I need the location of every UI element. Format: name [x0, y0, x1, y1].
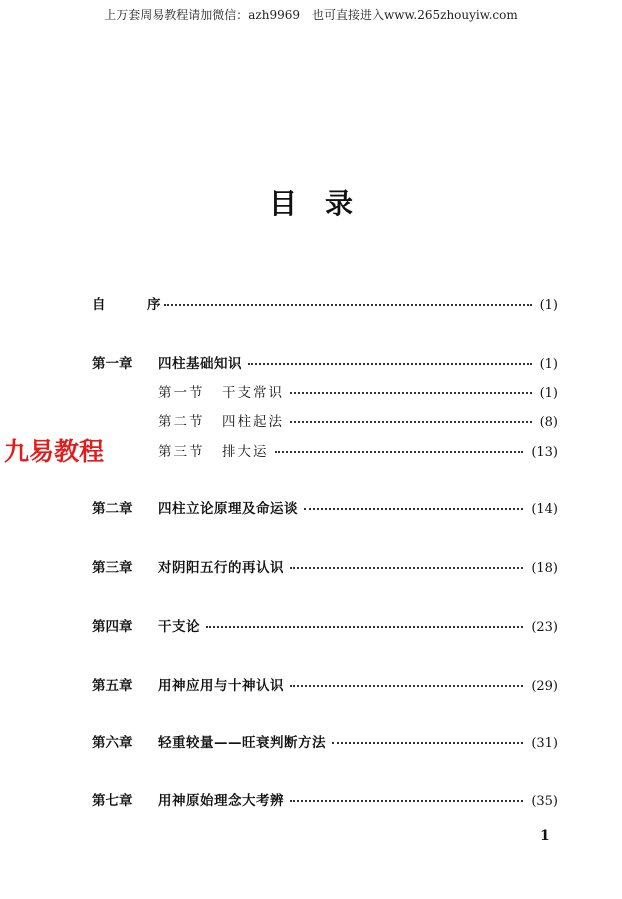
toc-entry-preface[interactable]: [92, 293, 558, 313]
toc-entry-chapter-5[interactable]: [92, 674, 558, 694]
toc-label: 轻重较量——旺衰判断方法: [158, 735, 326, 751]
toc-label: 对阴阳五行的再认识: [158, 560, 284, 576]
toc-leader: [290, 685, 523, 687]
toc-page: (29): [531, 679, 558, 694]
toc-page: (31): [531, 736, 558, 751]
toc-label: 干支论: [158, 619, 200, 635]
toc-page: (1): [539, 386, 558, 401]
toc-label: 四柱基础知识: [158, 356, 242, 372]
toc-leader: [275, 451, 524, 453]
toc-leader: [332, 742, 523, 744]
toc-page: (18): [531, 561, 558, 576]
toc-page: (13): [531, 445, 558, 460]
toc-page: (35): [531, 794, 558, 809]
toc-label: 干支常识: [222, 385, 284, 401]
toc-entry-chapter-1[interactable]: [92, 352, 558, 372]
toc-chapter: 第五章: [92, 678, 133, 694]
toc-page: (23): [531, 620, 558, 635]
toc-chapter: 第六章: [92, 735, 133, 751]
toc-leader: [304, 508, 523, 510]
toc-chapter: 第四章: [92, 619, 133, 635]
toc-entry-chapter-6[interactable]: [92, 731, 558, 751]
toc-entry-section-1-1[interactable]: [158, 381, 558, 401]
toc-leader: [290, 392, 532, 394]
toc-leader: [248, 363, 532, 365]
toc-leader: [164, 304, 532, 306]
toc-section: 第一节: [158, 385, 205, 401]
toc-page: (1): [539, 357, 558, 372]
toc-label: 用神原始理念大考辨: [158, 793, 284, 809]
toc-entry-chapter-7[interactable]: [92, 789, 558, 809]
toc-page: (1): [539, 298, 558, 313]
toc-chapter: 第二章: [92, 501, 133, 517]
toc-label: 四柱起法: [222, 414, 284, 430]
watermark: 九易教程: [4, 437, 105, 466]
toc-leader: [290, 421, 532, 423]
toc-chapter: 自 序: [92, 297, 175, 313]
page-number: 1: [540, 828, 550, 844]
toc-leader: [206, 626, 523, 628]
toc-chapter: 第七章: [92, 793, 133, 809]
toc-entry-section-1-3[interactable]: [158, 440, 558, 460]
toc-page: (14): [531, 502, 558, 517]
toc-entry-section-1-2[interactable]: [158, 410, 558, 430]
page-title: 目录: [268, 187, 381, 220]
toc-leader: [290, 567, 523, 569]
toc-entry-chapter-3[interactable]: [92, 556, 558, 576]
toc-entry-chapter-2[interactable]: [92, 497, 558, 517]
toc-chapter: 第三章: [92, 560, 133, 576]
toc-label: 用神应用与十神认识: [158, 678, 284, 694]
toc-label: 四柱立论原理及命运谈: [158, 501, 298, 517]
toc-page: (8): [539, 415, 558, 430]
toc-chapter: 第一章: [92, 356, 133, 372]
toc-label: 排大运: [222, 444, 269, 460]
toc-section: 第二节: [158, 414, 205, 430]
toc-leader: [290, 800, 523, 802]
toc-entry-chapter-4[interactable]: [92, 615, 558, 635]
page-header: 上万套周易教程请加微信：azh9969 也可直接进入www.265zhouyiw.com: [104, 8, 518, 22]
toc-section: 第三节: [158, 444, 205, 460]
